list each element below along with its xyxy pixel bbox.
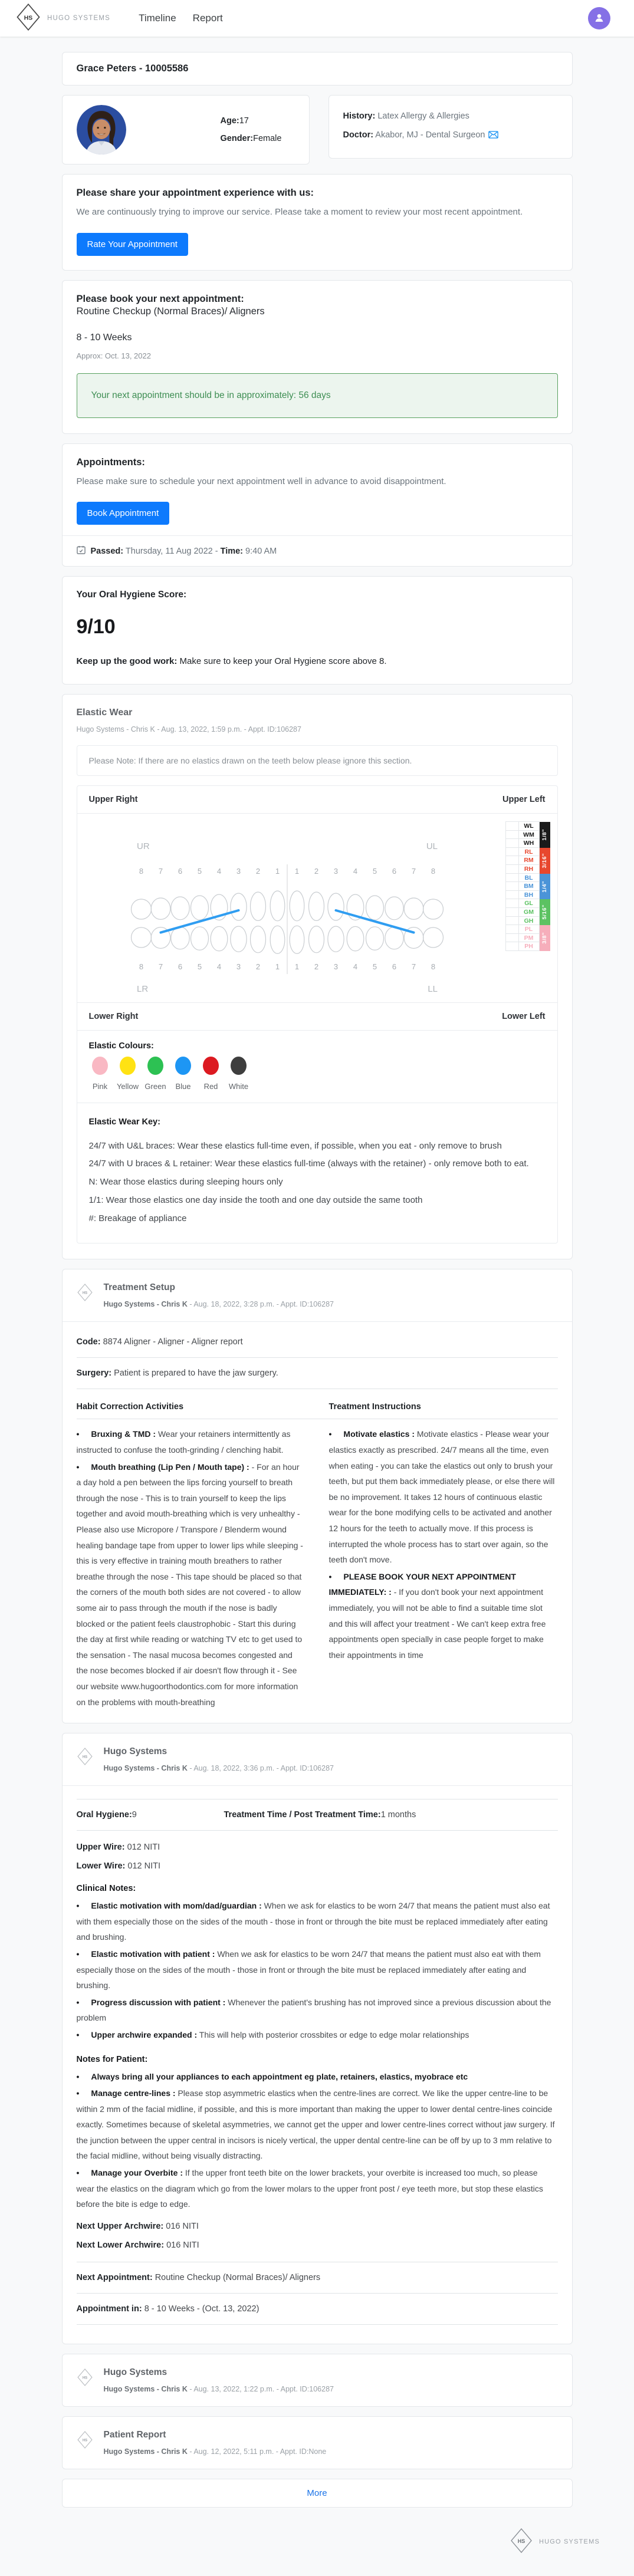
- progress-note-subtitle: Hugo Systems - Chris K - Aug. 18, 2022, 3:36 p.m. - Appt. ID:106287: [103, 1764, 334, 1773]
- main-nav: [139, 12, 223, 24]
- svg-text:6: 6: [392, 962, 396, 971]
- top-bar: [0, 0, 634, 37]
- notes-for-patient-list: [77, 2069, 558, 2212]
- svg-text:UR: UR: [136, 841, 150, 851]
- notes-for-patient-label: Notes for Patient:: [76, 2054, 148, 2064]
- legend-code: WM: [518, 830, 540, 840]
- legend-size-band: 1/4": [540, 874, 550, 900]
- legend-group: [506, 848, 550, 874]
- legend-size-band: 3/8": [540, 925, 550, 951]
- hugo-systems-title: Hugo Systems: [103, 2367, 167, 2377]
- legend-group: [506, 874, 550, 900]
- brand-name: HUGO SYSTEMS: [47, 15, 111, 22]
- upper-wire-row: Upper Wire: 012 NITI: [76, 1843, 160, 1853]
- svg-text:8: 8: [139, 962, 143, 971]
- patient-report-card: [62, 2416, 573, 2469]
- elastic-colour-red: Red: [200, 1057, 222, 1091]
- next-appointment-row: Next Appointment: Routine Checkup (Normal Braces)/ Aligners: [76, 2272, 321, 2282]
- appointments-body: Please make sure to schedule your next appointment well in advance to avoid disappointment.: [76, 476, 446, 486]
- hs-logo-icon: [15, 3, 41, 34]
- elastic-wear-card: [62, 694, 573, 1259]
- treatment-setup-header: [63, 1269, 572, 1321]
- svg-text:5: 5: [197, 962, 202, 971]
- legend-size-band: 1/8": [540, 822, 550, 848]
- legend-code: WL: [518, 821, 540, 831]
- legend-code: RM: [518, 856, 540, 865]
- email-doctor-icon[interactable]: [488, 131, 498, 141]
- svg-text:4: 4: [353, 962, 357, 971]
- legend-code: PH: [518, 942, 540, 951]
- hs-diamond-icon: [77, 1746, 93, 1769]
- elastic-colours-label: Elastic Colours:: [88, 1041, 154, 1051]
- clinical-notes-list: [77, 1898, 558, 2042]
- history-value: Latex Allergy & Allergies: [377, 111, 469, 121]
- svg-text:LL: LL: [427, 984, 438, 994]
- svg-text:6: 6: [178, 962, 182, 971]
- svg-text:1: 1: [294, 962, 299, 971]
- book-next-title: Please book your next appointment:: [76, 293, 244, 304]
- svg-text:4: 4: [353, 867, 357, 876]
- legend-code: GL: [518, 899, 540, 908]
- more-card: [62, 2479, 573, 2508]
- svg-text:2: 2: [314, 867, 318, 876]
- legend-code: RL: [518, 847, 540, 857]
- elastic-key-label: Elastic Wear Key:: [88, 1117, 160, 1127]
- hugo-systems-card: [62, 2354, 573, 2407]
- svg-text:5: 5: [372, 867, 377, 876]
- svg-text:8: 8: [431, 867, 435, 876]
- bullet-item: • Elastic motivation with mom/dad/guardian : When we ask for elastics to be worn 24/7 that means the patient must also eat with them especially those on the sides of the mouth - those in front or through the bite must be replaced immediately after eating and brushing.: [77, 1898, 558, 1945]
- next-interval: 8 - 10 Weeks: [76, 332, 132, 343]
- legend-code: PM: [518, 933, 540, 943]
- lower-left-label: Lower Left: [502, 1012, 546, 1021]
- habit-correction-list: [77, 1426, 305, 1710]
- treatment-instructions-list: [329, 1426, 558, 1663]
- passed-text: Passed: Thursday, 11 Aug 2022 - Time: 9:40 AM: [90, 546, 277, 556]
- svg-text:8: 8: [431, 962, 435, 971]
- rate-body: We are continuously trying to improve our service. Please take a moment to review your most recent appointment.: [76, 207, 523, 217]
- legend-code: BH: [518, 890, 540, 900]
- person-icon: [593, 11, 606, 26]
- svg-text:HS: HS: [24, 15, 33, 22]
- svg-text:UL: UL: [426, 841, 438, 851]
- hygiene-score: 9/10: [76, 616, 116, 638]
- hygiene-time-row: Oral Hygiene:9 Treatment Time / Post Treatment Time:1 months: [76, 1810, 416, 1820]
- gender-label: Gender:: [220, 134, 254, 143]
- svg-text:1: 1: [275, 867, 280, 876]
- legend-code: BM: [518, 881, 540, 891]
- legend-size-band: 3/16": [540, 848, 550, 874]
- treatment-instructions-header: Treatment Instructions: [329, 1402, 421, 1412]
- elastic-colour-blue: Blue: [172, 1057, 195, 1091]
- svg-text:7: 7: [411, 962, 416, 971]
- book-appointment-button[interactable]: Book Appointment: [77, 502, 170, 525]
- progress-note-body: [63, 1785, 572, 2344]
- svg-text:HS: HS: [517, 2538, 525, 2544]
- treatment-setup-subtitle: Hugo Systems - Chris K - Aug. 18, 2022, 3:28 p.m. - Appt. ID:106287: [103, 1300, 334, 1309]
- svg-text:5: 5: [197, 867, 202, 876]
- elastic-note: Please Note: If there are no elastics drawn on the teeth below please ignore this section.: [77, 745, 558, 776]
- footer-brand-name: HUGO SYSTEMS: [538, 2538, 600, 2545]
- elastic-wear-title: Elastic Wear: [76, 708, 133, 718]
- legend-size-band: 5/16": [540, 899, 550, 925]
- teeth-chart-box: [77, 785, 558, 1243]
- svg-text:3: 3: [333, 962, 338, 971]
- svg-text:HS: HS: [82, 2439, 87, 2443]
- legend-code: GM: [518, 907, 540, 917]
- next-procedure: Routine Checkup (Normal Braces)/ Aligners: [76, 305, 265, 317]
- patient-report-subtitle: Hugo Systems - Chris K - Aug. 12, 2022, 5:11 p.m. - Appt. ID:None: [103, 2447, 327, 2456]
- bullet-item: • Manage centre-lines : Please stop asymmetric elastics when the centre-lines are correct. We like the upper centre-line to be within 2 mm of the facial midline, if possible, and this is more important than making the upper to lower dental centre-lines coincide exactly. Sometimes because of skeletal asymmetries, we cannot get the upper and lower centre-lines correct without jaw surgery. If the junction between the upper central in incisors is nicely vertical, the upper dental centre-line can be off by up to 3 mm relative to the facial midline, without being visually distracting.: [77, 2085, 558, 2164]
- bullet-item: • Mouth breathing (Lip Pen / Mouth tape) : - For an hour a day hold a pen between the lips forcing yourself to breath through the nose - This is to train yourself to keep the lips together and avoid mouth-breathing which is very unhealthy - Please also use Micropore / Transpore / Blenderm wound healing bandage tape from upper to lower lips while sleeping - this is very effective in training mouth breathers to rather breathe through the nose - This tape should be placed so that the corners of the mouth both sides are not covered - to allow some air to pass through the mouth if the nose is badly blocked or the patient feels claustrophobic - Start this during the day at first while reading or watching TV etc to get used to the sensation - The nasal mucosa becomes congested and the nose becomes blocked if air doesn't flow through it - See our website www.hugoorthodontics.com for more information on the problems with mouth-breathing: [77, 1459, 305, 1710]
- history-label: History:: [343, 111, 376, 121]
- rate-appointment-card: [62, 174, 573, 271]
- profile-row: [62, 95, 573, 165]
- hs-diamond-icon: [77, 1282, 93, 1305]
- age-label: Age:: [220, 116, 239, 126]
- legend-code: BL: [518, 873, 540, 883]
- svg-text:1: 1: [275, 962, 280, 971]
- hugo-systems-header: [63, 2354, 572, 2406]
- hygiene-title: Your Oral Hygiene Score:: [76, 590, 187, 600]
- next-lower-archwire-row: Next Lower Archwire: 016 NITI: [76, 2240, 199, 2250]
- hygiene-note: Keep up the good work: Make sure to keep your Oral Hygiene score above 8.: [76, 656, 387, 666]
- svg-text:7: 7: [158, 867, 163, 876]
- hugo-systems-subtitle: Hugo Systems - Chris K - Aug. 13, 2022, 1:22 p.m. - Appt. ID:106287: [103, 2384, 334, 2393]
- elastic-colour-swatches: [89, 1057, 546, 1091]
- appointments-title: Appointments:: [76, 456, 145, 468]
- calendar-icon: [77, 545, 86, 557]
- next-upper-archwire-row: Next Upper Archwire: 016 NITI: [76, 2221, 199, 2231]
- svg-text:3: 3: [236, 867, 241, 876]
- patient-report-title: Patient Report: [103, 2429, 166, 2440]
- svg-text:5: 5: [372, 962, 377, 971]
- next-approx-date: Approx: Oct. 13, 2022: [76, 351, 151, 360]
- history-card: [329, 95, 573, 159]
- key-line: 1/1: Wear those elastics one day inside the tooth and one day outside the same tooth: [88, 1195, 423, 1205]
- rate-appointment-button[interactable]: Rate Your Appointment: [77, 233, 188, 256]
- elastic-wear-subtitle: Hugo Systems - Chris K - Aug. 13, 2022, 1:59 p.m. - Appt. ID:106287: [76, 725, 301, 733]
- elastic-colours-section: [77, 1030, 557, 1103]
- clinical-notes-label: Clinical Notes:: [76, 1884, 136, 1894]
- key-line: #: Breakage of appliance: [88, 1213, 187, 1223]
- elastic-colour-green: Green: [144, 1057, 167, 1091]
- elastic-wear-header: [63, 695, 572, 743]
- teeth-diagram: [81, 818, 494, 995]
- svg-text:6: 6: [392, 867, 396, 876]
- bullet-item: • Manage your Overbite : If the upper front teeth bite on the lower brackets, your overbite is increased too much, so please wear the elastics on the diagram which go from the lower molars to the upper front post / eye teeth more, but stop these elastics before the bite is edge to edge.: [77, 2165, 558, 2212]
- svg-text:2: 2: [314, 962, 318, 971]
- rate-title: Please share your appointment experience with us:: [76, 187, 314, 198]
- passed-appointment-row: [63, 536, 572, 566]
- gender-value: Female: [253, 134, 282, 143]
- legend-code: GH: [518, 916, 540, 926]
- doctor-label: Doctor:: [343, 130, 374, 140]
- svg-text:HS: HS: [82, 1755, 87, 1759]
- bullet-item: • Always bring all your appliances to each appointment eg plate, retainers, elastics, myobrace etc: [77, 2069, 558, 2085]
- svg-text:3: 3: [333, 867, 338, 876]
- legend-code: PL: [518, 925, 540, 934]
- svg-text:4: 4: [216, 962, 221, 971]
- patient-photo-card: [62, 95, 310, 165]
- key-line: 24/7 with U&L braces: Wear these elastics full-time even, if possible, when you eat - only remove to brush: [88, 1140, 502, 1151]
- svg-text:3: 3: [236, 962, 241, 971]
- svg-text:LR: LR: [136, 984, 148, 994]
- svg-text:4: 4: [216, 867, 221, 876]
- treatment-setup-body: [63, 1321, 572, 1723]
- appointments-card: [62, 443, 573, 567]
- lower-right-label: Lower Right: [88, 1012, 139, 1021]
- brand: [15, 3, 110, 34]
- elastic-colour-white: White: [228, 1057, 250, 1091]
- elastic-size-legend: [506, 822, 550, 951]
- treatment-setup-card: [62, 1269, 573, 1723]
- patient-demographics: [221, 112, 282, 148]
- elastic-colour-yellow: Yellow: [117, 1057, 139, 1091]
- treatment-setup-title: Treatment Setup: [103, 1282, 175, 1293]
- elastic-wear-key: [77, 1103, 557, 1243]
- bullet-item: • Elastic motivation with patient : When we ask for elastics to be worn 24/7 that means the patient must also eat with them especially those on the sides of the mouth - those in front or through the bite must be replaced immediately after eating and brushing.: [77, 1946, 558, 1993]
- key-line: 24/7 with U braces & L retainer: Wear these elastics full-time (always with the retainer) - only remove both to eat.: [88, 1159, 529, 1169]
- bullet-item: • Motivate elastics : Motivate elastics - Please wear your elastics exactly as prescribed. 24/7 means all the time, even when eating - you can take the elastics out only to brush your teeth, but put them back immediately please, or else there will be no improvement. It takes 12 hours of continuous elastic wear for the bone modifying cells to be activated and another 12 hours for the teeth to actually move. If this process is interrupted the whole process has to start over again, so the teeth don't move.: [329, 1426, 558, 1567]
- legend-code: RH: [518, 864, 540, 874]
- svg-text:8: 8: [139, 867, 143, 876]
- chart-upper-labels: [77, 786, 557, 813]
- nav-timeline[interactable]: Timeline: [139, 12, 176, 24]
- hs-diamond-icon: [77, 2367, 93, 2390]
- appointment-in-row: Appointment in: 8 - 10 Weeks - (Oct. 13, 2022): [76, 2304, 259, 2314]
- upper-left-label: Upper Left: [502, 795, 546, 804]
- key-line: N: Wear those elastics during sleeping hours only: [88, 1177, 283, 1187]
- bullet-item: • PLEASE BOOK YOUR NEXT APPOINTMENT IMMEDIATELY: : - If you don't book your next appointment immediately, you will not be able to find a suitable time slot and this will affect your treatment - We can't keep extra free appointments open specially in case people forget to make their appointments in time: [329, 1569, 558, 1663]
- bullet-item: • Progress discussion with patient : Whenever the patient's brushing has not improved since a previous discussion about the problem: [77, 1995, 558, 2026]
- svg-text:1: 1: [294, 867, 299, 876]
- doctor-value: Akabor, MJ - Dental Surgeon: [375, 130, 485, 140]
- legend-group: [506, 899, 550, 925]
- svg-text:2: 2: [255, 962, 260, 971]
- patient-report-header: [63, 2417, 572, 2469]
- svg-text:6: 6: [178, 867, 182, 876]
- svg-text:HS: HS: [82, 2376, 87, 2380]
- next-appointment-alert: Your next appointment should be in approximately: 56 days: [77, 373, 558, 418]
- bullet-item: • Upper archwire expanded : This will help with posterior crossbites or edge to edge molar relationships: [77, 2027, 558, 2043]
- nav-report[interactable]: Report: [192, 12, 223, 24]
- user-avatar-button[interactable]: [588, 7, 610, 29]
- more-link[interactable]: More: [307, 2488, 327, 2498]
- habit-correction-header: Habit Correction Activities: [76, 1402, 184, 1412]
- svg-text:7: 7: [158, 962, 163, 971]
- legend-group: [506, 925, 550, 951]
- legend-code: WH: [518, 838, 540, 848]
- progress-note-card: [62, 1733, 573, 2344]
- upper-right-label: Upper Right: [88, 795, 138, 804]
- svg-text:7: 7: [411, 867, 416, 876]
- svg-text:HS: HS: [82, 1291, 87, 1295]
- progress-note-title: Hugo Systems: [103, 1746, 167, 1757]
- patient-name: Grace Peters - 10005586: [76, 63, 189, 74]
- oral-hygiene-card: [62, 576, 573, 685]
- code-row: Code: 8874 Aligner - Aligner - Aligner report: [76, 1337, 243, 1347]
- chart-lower-labels: [77, 1003, 557, 1030]
- hs-logo-icon: [510, 2528, 533, 2556]
- hs-diamond-icon: [77, 2430, 93, 2452]
- book-next-card: [62, 280, 573, 434]
- page-footer: [0, 2517, 634, 2576]
- surgery-row: Surgery: Patient is prepared to have the jaw surgery.: [76, 1368, 278, 1379]
- patient-photo: [77, 105, 126, 154]
- patient-name-card: [62, 52, 573, 85]
- legend-group: [506, 822, 550, 848]
- lower-wire-row: Lower Wire: 012 NITI: [76, 1861, 160, 1871]
- bullet-item: • Bruxing & TMD : Wear your retainers intermittently as instructed to confuse the tooth-grinding / clenching habit.: [77, 1426, 305, 1458]
- age-value: 17: [239, 116, 249, 126]
- elastic-colour-pink: Pink: [89, 1057, 111, 1091]
- progress-note-header: [63, 1733, 572, 1785]
- svg-text:2: 2: [255, 867, 260, 876]
- teeth-chart: [77, 813, 557, 1003]
